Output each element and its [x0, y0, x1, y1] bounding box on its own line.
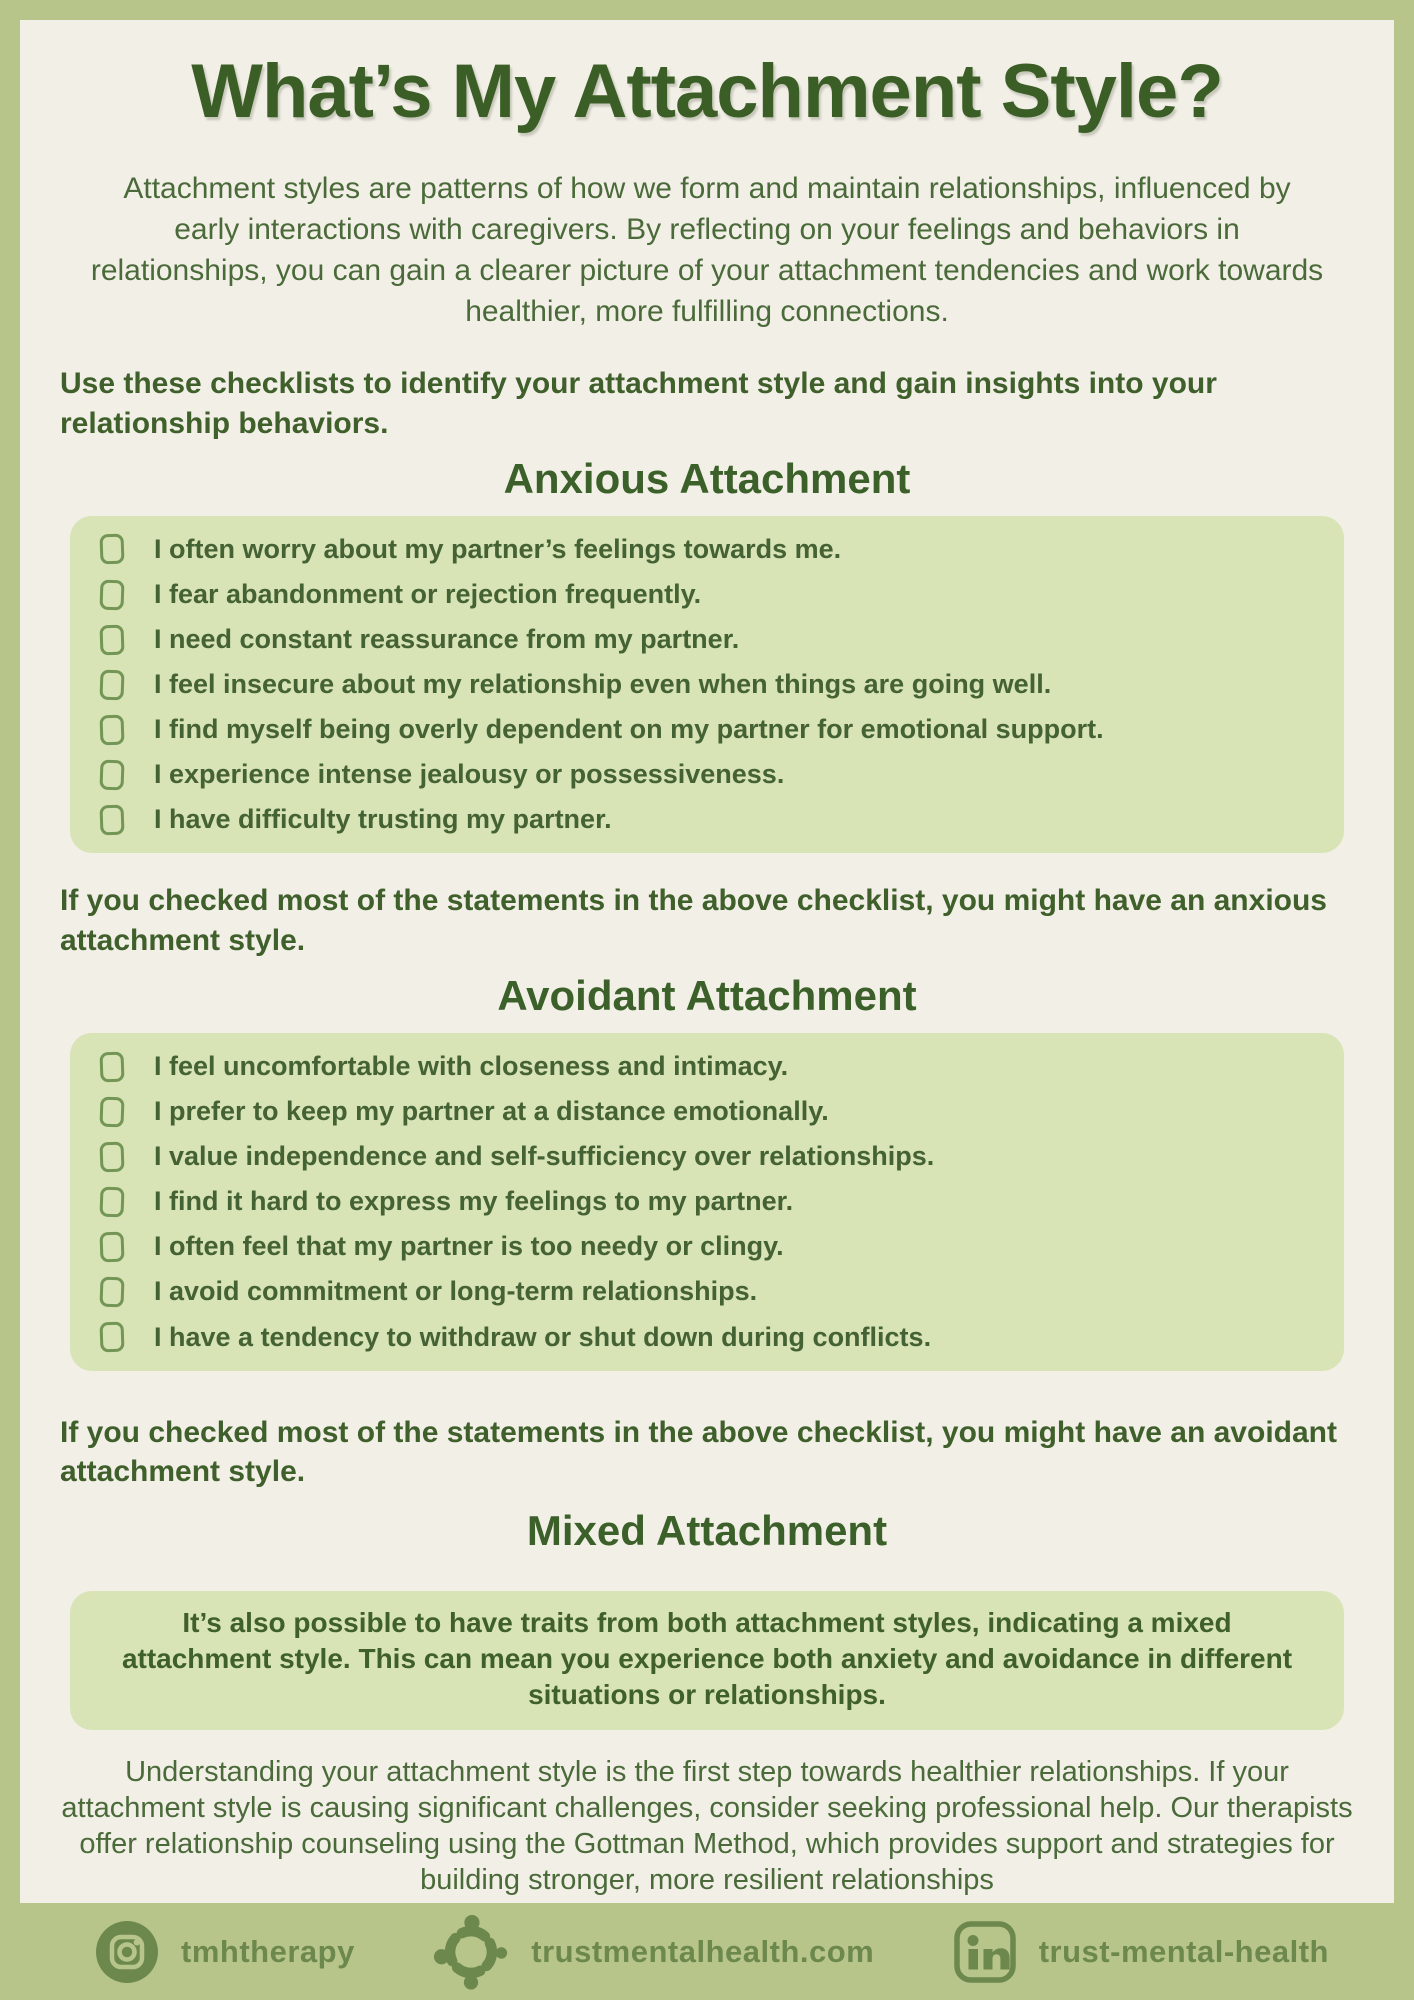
- checklist-item-label: I find myself being overly dependent on my partner for emotional support.: [154, 714, 1104, 745]
- checklist-item-label: I avoid commitment or long-term relationships.: [154, 1276, 758, 1307]
- checklist-item-label: I experience intense jealousy or possessiveness.: [154, 759, 785, 790]
- trust-mental-health-logo-icon: [433, 1914, 509, 1990]
- checkbox[interactable]: [99, 1051, 124, 1082]
- checklist-item-label: I feel uncomfortable with closeness and intimacy.: [154, 1051, 789, 1082]
- checkbox[interactable]: [99, 534, 124, 565]
- checklist-item: [100, 1231, 1314, 1262]
- anxious-checklist: [70, 516, 1344, 853]
- checkbox[interactable]: [99, 1141, 124, 1172]
- checklist-item: [100, 534, 1314, 565]
- checkbox[interactable]: [99, 714, 124, 745]
- heading-anxious-attachment: Anxious Attachment: [503, 454, 911, 502]
- footer-website-link[interactable]: [433, 1914, 874, 1990]
- footer-linkedin-link[interactable]: [953, 1920, 1329, 1984]
- page-title: What’s My Attachment Style?: [191, 49, 1223, 134]
- anxious-conclusion: If you checked most of the statements in the above checklist, you might have an anxious attachment style.: [60, 884, 1327, 958]
- footer-instagram-link[interactable]: [95, 1920, 355, 1984]
- checklist-item: [100, 1141, 1314, 1172]
- checklist-item-label: I find it hard to express my feelings to my partner.: [154, 1186, 794, 1217]
- checklist-item-label: I have difficulty trusting my partner.: [154, 804, 612, 835]
- intro-paragraph: Attachment styles are patterns of how we form and maintain relationships, influenced by early interactions with caregivers. By reflecting on your feelings and behaviors in relationships, you can gain a clearer picture of your attachment tendencies and work towards healthier, more fulfilling connections.: [90, 171, 1324, 328]
- mixed-attachment-note-box: [70, 1591, 1344, 1730]
- footer-bar: [0, 1903, 1414, 2000]
- checkbox[interactable]: [99, 1277, 124, 1308]
- instagram-icon: [95, 1920, 159, 1984]
- heading-mixed-attachment: Mixed Attachment: [526, 1507, 888, 1555]
- checklist-item: [100, 1276, 1314, 1307]
- checklist-item-label: I fear abandonment or rejection frequently.: [154, 578, 702, 609]
- checkbox[interactable]: [99, 624, 124, 655]
- checklist-item: [100, 624, 1314, 655]
- checkbox[interactable]: [99, 1096, 124, 1127]
- checklist-item-label: I often feel that my partner is too needy or clingy.: [154, 1231, 784, 1262]
- checklist-item: [100, 1322, 1314, 1353]
- linkedin-handle: trust-mental-health: [1038, 1933, 1329, 1969]
- checkbox[interactable]: [99, 1232, 124, 1263]
- instruction-text: Use these checklists to identify your attachment style and gain insights into your relationship behaviors.: [60, 366, 1217, 440]
- heading-avoidant-attachment: Avoidant Attachment: [497, 972, 917, 1020]
- checkbox[interactable]: [99, 579, 124, 610]
- checkbox[interactable]: [99, 759, 124, 790]
- closing-paragraph: Understanding your attachment style is the first step towards healthier relationships. If your attachment style is causing significant challenges, consider seeking professional help. Our therapists offer relationship counseling using the Gottman Method, which provides support and strategies for building stronger, more resilient relationships: [61, 1755, 1353, 1897]
- checklist-item-label: I have a tendency to withdraw or shut down during conflicts.: [154, 1321, 932, 1352]
- checkbox[interactable]: [99, 1186, 124, 1217]
- checklist-item-label: I often worry about my partner’s feelings towards me.: [154, 533, 842, 564]
- checklist-item: [100, 1051, 1314, 1082]
- checklist-item-label: I need constant reassurance from my partner.: [154, 624, 740, 655]
- checklist-item-label: I prefer to keep my partner at a distance emotionally.: [154, 1096, 829, 1127]
- mixed-attachment-note: It’s also possible to have traits from both attachment styles, indicating a mixed attachment style. This can mean you experience both anxiety and avoidance in different situations or relationships.: [121, 1606, 1293, 1711]
- checklist-item: [100, 579, 1314, 610]
- checklist-item: [100, 759, 1314, 790]
- checkbox[interactable]: [99, 1322, 124, 1353]
- checkbox[interactable]: [99, 669, 124, 700]
- website-url: trustmentalhealth.com: [531, 1933, 875, 1969]
- checklist-item: [100, 1096, 1314, 1127]
- checklist-item: [100, 1186, 1314, 1217]
- avoidant-checklist: [70, 1033, 1344, 1370]
- checklist-item: [100, 669, 1314, 700]
- checkbox[interactable]: [99, 804, 124, 835]
- instagram-handle: tmhtherapy: [181, 1933, 355, 1969]
- linkedin-icon: [953, 1920, 1017, 1984]
- checklist-item-label: I feel insecure about my relationship even when things are going well.: [154, 669, 1052, 700]
- worksheet-body: [20, 20, 1394, 1903]
- avoidant-conclusion: If you checked most of the statements in the above checklist, you might have an avoidant attachment style.: [60, 1415, 1337, 1489]
- checklist-item: [100, 804, 1314, 835]
- checklist-item: [100, 714, 1314, 745]
- checklist-item-label: I value independence and self-sufficiency over relationships.: [154, 1141, 935, 1172]
